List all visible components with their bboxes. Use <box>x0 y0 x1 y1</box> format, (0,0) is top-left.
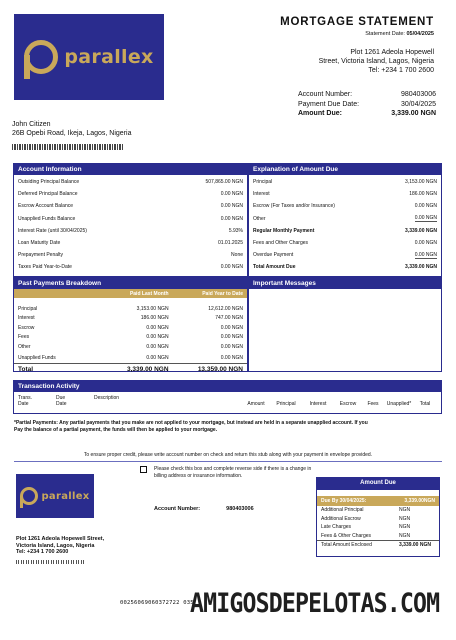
row-label: Fees <box>18 334 30 341</box>
row-label: Interest <box>18 315 35 322</box>
row-last-month: 0.00 NGN <box>146 324 169 331</box>
row-value: 0.00 NGN <box>220 191 243 198</box>
row-label: Prepayment Penalty <box>18 252 64 259</box>
statement-date: Statement Date: 05/04/2025 <box>365 31 434 37</box>
statement-title: MORTGAGE STATEMENT <box>280 16 434 28</box>
stub-instruction: To ensure proper credit, please write account number on check and return this stub along with your payment in envelope provided. <box>83 452 373 458</box>
row-year-to-date: 0.00 NGN <box>220 343 243 350</box>
transaction-column-header: Trans. Date <box>18 395 32 407</box>
bank-address: Plot 1261 Adeola Hopewell Street, Victoria Island, Lagos, Nigeria Tel: +234 1 700 2600 <box>318 49 434 74</box>
row-year-to-date: 747.00 NGN <box>215 315 243 322</box>
amount-due-row <box>317 532 439 541</box>
row-last-month: 0.00 NGN <box>146 343 169 350</box>
transaction-column-header: Amount <box>247 401 265 407</box>
past-payments-title: Past Payments Breakdown <box>14 278 247 289</box>
important-messages-panel <box>248 277 442 372</box>
row-value: NGN <box>399 507 411 514</box>
row-value: 186.00 NGN <box>409 191 437 198</box>
past-payment-row <box>14 333 247 343</box>
explanation-row <box>249 176 441 188</box>
past-payment-row <box>14 354 247 364</box>
row-year-to-date: 0.00 NGN <box>220 334 243 341</box>
account-info-row <box>14 176 247 188</box>
row-label: Interest Rate (until 30/04/2025) <box>18 227 87 234</box>
transaction-activity-title: Transaction Activity <box>14 381 441 392</box>
postal-barcode <box>12 144 124 150</box>
transaction-column-header: Escrow <box>339 401 357 407</box>
row-label: Loan Maturity Date <box>18 240 61 247</box>
past-payment-row <box>14 304 247 314</box>
account-info-row <box>14 213 247 225</box>
transaction-column-header: Fees <box>367 401 379 407</box>
row-last-month: 0.00 NGN <box>146 334 169 341</box>
stub-bank-address: Plot 1261 Adeola Hopewell Street, Victoria Island, Lagos, Nigeria Tel: +234 1 700 2600 <box>16 536 105 555</box>
row-label: Late Charges <box>321 524 352 531</box>
row-value: 3,339.00 NGN <box>399 541 431 548</box>
amount-due-panel <box>316 477 440 557</box>
logo-p-icon <box>20 487 38 505</box>
amount-due-row <box>317 540 439 549</box>
address-change-note: Please check this box and complete reverse side if there is a change in billing address or insurance information. <box>154 466 312 479</box>
row-value: 3,339.00 NGN <box>405 264 437 271</box>
row-value: 3,153.00 NGN <box>405 179 437 186</box>
past-payment-row <box>14 342 247 352</box>
row-value: 507,865.00 NGN <box>205 179 243 186</box>
watermark: AMIGOSDEPELOTAS.COM <box>190 588 440 619</box>
transaction-columns <box>14 392 441 410</box>
row-label: Total Amount Enclosed <box>321 541 372 548</box>
amount-due-title: Amount Due <box>317 478 439 490</box>
account-info-row <box>14 237 247 249</box>
row-year-to-date: 0.00 NGN <box>220 324 243 331</box>
logo-text: parallex <box>64 46 154 68</box>
account-info-row <box>14 261 247 273</box>
row-label: Additional Escrow <box>321 515 361 522</box>
past-payments-header: Paid Last Month Paid Year to Date <box>14 289 247 298</box>
stub-barcode <box>16 560 86 564</box>
stub-bank-logo: parallex <box>16 474 94 518</box>
explanation-row <box>249 261 441 273</box>
row-value: 0.00 NGN <box>414 203 437 210</box>
summary-row: Payment Due Date: 30/04/2025 <box>298 100 436 108</box>
explanation-row <box>249 188 441 200</box>
row-last-month: 0.00 NGN <box>146 355 169 362</box>
row-value: NGN <box>399 515 411 522</box>
transaction-column-header: Description <box>94 395 120 401</box>
row-label: Deferred Principal Balance <box>18 191 78 198</box>
row-value: None <box>231 252 243 259</box>
account-information-title: Account Information <box>14 164 247 175</box>
row-label: Taxes Paid Year-to-Date <box>18 264 72 271</box>
explanation-panel <box>248 163 442 277</box>
account-info-row <box>14 200 247 212</box>
partial-payment-note: *Partial Payments: Any partial payments that you make are not applied to your mortgage, but instead are held in a separate unapplied account. If you Pay the balance of a partial payment, the funds will then be applied to your mortgage. <box>14 420 368 433</box>
row-label: Regular Monthly Payment <box>253 227 315 234</box>
transaction-column-header: Due Date <box>56 395 67 407</box>
row-value: NGN <box>399 524 411 531</box>
row-value: NGN <box>399 532 411 539</box>
row-value: 0.00 NGN <box>414 215 437 222</box>
logo-p-icon <box>24 40 58 74</box>
explanation-row <box>249 237 441 249</box>
account-info-row <box>14 225 247 237</box>
row-label: Total Amount Due <box>253 264 296 271</box>
row-label: Outsiding Principal Balance <box>18 179 80 186</box>
row-label: Fees & Other Charges <box>321 532 372 539</box>
row-label: Escrow (For Taxes and/or Insurance) <box>253 203 335 210</box>
summary-row-amount-due: Amount Due: 3,339.00 NGN <box>298 110 436 117</box>
explanation-title: Explanation of Amount Due <box>249 164 441 175</box>
account-info-row <box>14 249 247 261</box>
row-label: Other <box>18 343 31 350</box>
row-label: Fees and Other Charges <box>253 240 309 247</box>
amount-due-by: Due By 30/04/2025: 3,339.00NGN <box>317 496 439 506</box>
bank-logo <box>14 14 164 100</box>
account-info-row <box>14 188 247 200</box>
row-label: Escrow Account Balance <box>18 203 74 210</box>
micr-line: 00256069060372722 035 <box>120 600 194 606</box>
transaction-activity-panel <box>13 380 442 414</box>
customer-address: 26B Opebi Road, Ikeja, Lagos, Nigeria <box>12 129 132 137</box>
past-payments-panel <box>13 277 248 372</box>
row-value: 5.93% <box>228 227 243 234</box>
row-label: Interest <box>253 191 270 198</box>
row-value: 3,339.00 NGN <box>405 227 437 234</box>
row-label: Principal <box>18 305 38 312</box>
transaction-column-header: Total <box>419 401 431 407</box>
important-messages-title: Important Messages <box>249 278 441 289</box>
account-summary <box>298 90 436 119</box>
customer-block <box>12 121 131 138</box>
row-label: Escrow <box>18 324 35 331</box>
address-change-checkbox[interactable] <box>140 466 147 473</box>
row-value: 0.00 NGN <box>414 240 437 247</box>
stub-account-number: Account Number: 980403006 <box>154 506 254 512</box>
row-label: Additional Principal <box>321 507 364 514</box>
row-value: 0.00 NGN <box>220 203 243 210</box>
transaction-column-header: Principal <box>276 401 296 407</box>
past-payment-row <box>14 314 247 324</box>
row-value: 0.00 NGN <box>220 215 243 222</box>
transaction-column-header: Unapplied* <box>386 401 412 407</box>
past-payment-row <box>14 323 247 333</box>
row-label: Other <box>253 215 266 222</box>
row-last-month: 3,153.00 NGN <box>136 305 169 312</box>
row-year-to-date: 12,612.00 NGN <box>208 305 243 312</box>
amount-due-row <box>317 506 439 515</box>
transaction-column-header: Interest <box>309 401 327 407</box>
row-year-to-date: 0.00 NGN <box>220 355 243 362</box>
row-label: Unapplied Funds Balance <box>18 215 76 222</box>
row-label: Unapplied Funds <box>18 355 56 362</box>
row-value: 01.01.2025 <box>217 240 243 247</box>
explanation-row <box>249 249 441 261</box>
explanation-row <box>249 200 441 212</box>
past-payments-total: Total 3,339.00 NGN 13,359.00 NGN <box>14 363 247 374</box>
explanation-row <box>249 225 441 237</box>
summary-row: Account Number: 980403006 <box>298 91 436 98</box>
row-last-month: 186.00 NGN <box>140 315 169 322</box>
explanation-row <box>249 213 441 225</box>
row-value: 0.00 NGN <box>414 251 437 258</box>
amount-due-row <box>317 515 439 524</box>
row-label: Principal <box>253 179 273 186</box>
customer-name: John Citizen <box>12 121 51 128</box>
amount-due-row <box>317 523 439 532</box>
account-information-panel <box>13 163 248 277</box>
row-label: Overdue Payment <box>253 252 294 259</box>
row-value: 0.00 NGN <box>220 264 243 271</box>
cut-line <box>14 461 442 462</box>
